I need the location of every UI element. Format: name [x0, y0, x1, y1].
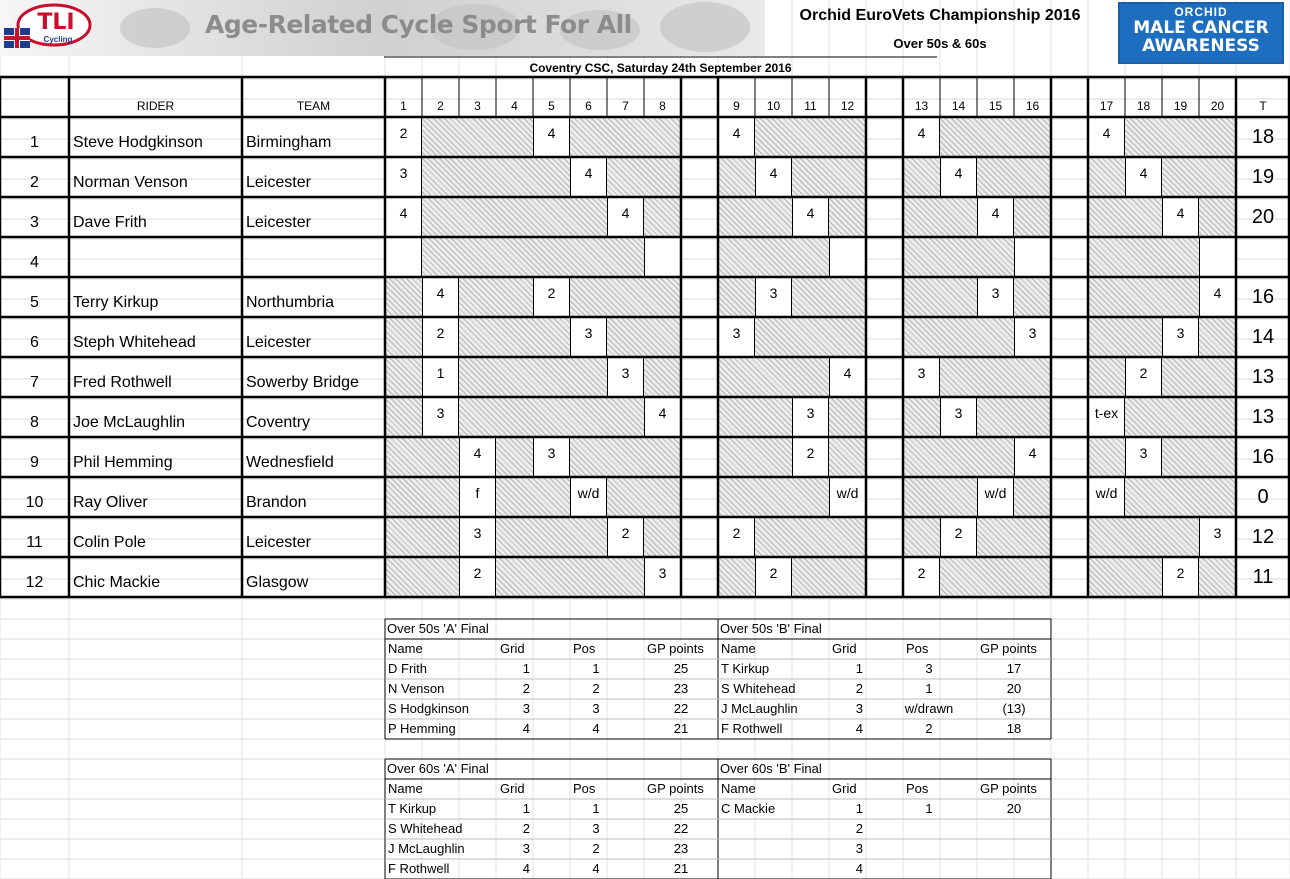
final-cell: 2: [522, 821, 530, 836]
result-cell: 3: [644, 557, 681, 597]
final-cell: 21: [673, 861, 689, 876]
rider-total: 11: [1252, 566, 1274, 588]
result-cell: 3: [1014, 317, 1051, 357]
final-cell: 1: [522, 661, 530, 676]
final-cell: 23: [673, 841, 689, 856]
result-cell: 4: [792, 197, 829, 237]
rider-total: 16: [1251, 286, 1275, 308]
rider-total: 19: [1251, 166, 1275, 188]
final-cell: 2: [592, 841, 600, 856]
result-cell: 3: [607, 357, 644, 397]
result-cell: 3: [1199, 517, 1236, 557]
result-cell: [644, 237, 681, 277]
rider-number: 2: [30, 174, 39, 191]
rider-number: 3: [30, 214, 39, 231]
final-cell: 3: [522, 701, 530, 716]
rider-team: Leicester: [246, 214, 311, 231]
page-subtitle: Over 50s & 60s: [893, 36, 987, 51]
column-header-heat: 15: [988, 99, 1003, 113]
final-cell: 3: [855, 841, 863, 856]
rider-name: Dave Frith: [73, 214, 147, 231]
final-cell: 2: [855, 821, 863, 836]
final-cell: 3: [592, 701, 600, 716]
result-cell: 4: [1162, 197, 1199, 237]
final-header-cell: Name: [721, 641, 756, 656]
orchid-logo: [1118, 2, 1284, 64]
final-cell: J McLaughlin: [388, 841, 465, 856]
final-cell: 21: [673, 721, 689, 736]
rider-total: 16: [1251, 446, 1275, 468]
rider-number: 9: [30, 454, 39, 471]
final-cell: T Kirkup: [721, 661, 770, 676]
result-cell: 3: [533, 437, 570, 477]
column-header-heat: 2: [437, 99, 444, 113]
result-cell: w/d: [977, 477, 1014, 517]
rider-total: 13: [1251, 366, 1275, 388]
result-cell: 4: [385, 197, 422, 237]
final-cell: 1: [522, 801, 530, 816]
final-cell: [903, 859, 977, 879]
final-cell: [977, 819, 1051, 839]
final-header-cell: Pos: [906, 641, 929, 656]
result-cell: 3: [792, 397, 829, 437]
rider-team: Leicester: [246, 534, 311, 551]
rider-number: 7: [30, 374, 39, 391]
rider-team: Leicester: [246, 334, 311, 351]
final-cell: 1: [592, 661, 600, 676]
final-cell: P Hemming: [388, 721, 456, 736]
final-title: Over 60s 'B' Final: [720, 761, 822, 776]
final-cell: 2: [592, 681, 600, 696]
final-cell: 1: [925, 801, 933, 816]
final-cell: 3: [522, 841, 530, 856]
final-cell: D Frith: [388, 661, 427, 676]
orchid-logo-line2: MALE CANCER: [1133, 18, 1269, 38]
result-cell: 3: [1162, 317, 1199, 357]
result-cell: 2: [903, 557, 940, 597]
result-cell: 3: [459, 517, 496, 557]
final-cell: 3: [592, 821, 600, 836]
rider-name: Ray Oliver: [73, 494, 148, 511]
final-cell: 25: [673, 661, 689, 676]
final-cell: 1: [855, 801, 863, 816]
result-cell: 3: [940, 397, 977, 437]
final-cell: 20: [1006, 681, 1022, 696]
result-cell: w/d: [570, 477, 607, 517]
final-cell: S Whitehead: [388, 821, 463, 836]
final-header-cell: GP points: [980, 641, 1037, 656]
column-header-heat: 9: [733, 99, 740, 113]
column-header-heat: 11: [804, 99, 817, 113]
final-cell: 17: [1006, 661, 1022, 676]
result-cell: 2: [533, 277, 570, 317]
result-cell: 2: [792, 437, 829, 477]
column-header-team: TEAM: [296, 99, 331, 113]
result-cell: 4: [903, 117, 940, 157]
result-cell: 3: [903, 357, 940, 397]
result-cell: 4: [422, 277, 459, 317]
final-cell: S Hodgkinson: [388, 701, 469, 716]
final-cell: w/drawn: [904, 701, 954, 716]
result-cell: 3: [1125, 437, 1162, 477]
final-cell: [718, 859, 829, 879]
rider-number: 1: [30, 134, 39, 151]
column-header-heat: 5: [548, 99, 555, 113]
result-cell: 3: [422, 397, 459, 437]
logo-text: TLI: [37, 10, 75, 35]
rider-number: 11: [26, 534, 43, 551]
final-title: Over 50s 'B' Final: [720, 621, 822, 636]
final-header-cell: Grid: [500, 641, 525, 656]
column-header-heat: 4: [511, 99, 518, 113]
result-cell: 2: [459, 557, 496, 597]
banner-slogan: Age-Related Cycle Sport For All: [205, 10, 632, 39]
rider-total: 13: [1251, 406, 1275, 428]
rider-name: Chic Mackie: [73, 574, 161, 591]
final-header-cell: Grid: [500, 781, 525, 796]
column-header-heat: 8: [659, 99, 666, 113]
final-cell: 1: [592, 801, 600, 816]
rider-team: Wednesfield: [246, 454, 334, 471]
column-header-total: T: [1259, 99, 1267, 113]
column-header-heat: 10: [766, 99, 781, 113]
rider-total: 12: [1251, 526, 1275, 548]
column-header-heat: 19: [1173, 99, 1188, 113]
column-header-heat: 20: [1210, 99, 1225, 113]
rider-name: [69, 237, 242, 277]
final-cell: J McLaughlin: [721, 701, 798, 716]
final-header-cell: Pos: [573, 641, 596, 656]
rider-number: 5: [30, 294, 39, 311]
final-cell: 4: [592, 721, 600, 736]
final-cell: 18: [1006, 721, 1022, 736]
rider-number: 8: [30, 414, 39, 431]
rider-team: Sowerby Bridge: [246, 374, 359, 391]
final-header-cell: Name: [721, 781, 756, 796]
final-cell: 4: [522, 721, 530, 736]
final-cell: N Venson: [388, 681, 445, 696]
result-cell: f: [459, 477, 496, 517]
rider-team: [242, 237, 385, 277]
column-header-heat: 17: [1099, 99, 1114, 113]
result-cell: 3: [385, 157, 422, 197]
result-cell: 2: [940, 517, 977, 557]
rider-number: 4: [30, 254, 39, 271]
result-cell: w/d: [1088, 477, 1125, 517]
rider-name: Fred Rothwell: [73, 374, 172, 391]
result-cell: 4: [459, 437, 496, 477]
final-cell: 22: [673, 701, 689, 716]
final-header-cell: Pos: [906, 781, 929, 796]
rider-name: Phil Hemming: [73, 454, 173, 471]
result-cell: 3: [755, 277, 792, 317]
final-header-cell: Grid: [832, 641, 857, 656]
result-cell: [385, 237, 422, 277]
rider-team: Brandon: [246, 494, 307, 511]
result-cell: 4: [940, 157, 977, 197]
result-cell: 4: [755, 157, 792, 197]
result-cell: 3: [570, 317, 607, 357]
result-cell: [1014, 237, 1051, 277]
result-cell: 2: [607, 517, 644, 557]
result-cell: 2: [385, 117, 422, 157]
rider-team: Northumbria: [246, 294, 335, 311]
final-cell: S Whitehead: [721, 681, 796, 696]
result-cell: 4: [1088, 117, 1125, 157]
final-cell: [903, 819, 977, 839]
final-cell: [977, 859, 1051, 879]
rider-team: Leicester: [246, 174, 311, 191]
column-header-heat: 18: [1136, 99, 1151, 113]
rider-number: 10: [25, 494, 44, 511]
result-cell: [829, 237, 866, 277]
final-cell: 25: [673, 801, 689, 816]
final-cell: 22: [673, 821, 689, 836]
final-cell: 3: [925, 661, 933, 676]
final-header-cell: Name: [388, 641, 423, 656]
final-cell: [977, 839, 1051, 859]
rider-team: Coventry: [246, 414, 311, 431]
final-header-cell: Name: [388, 781, 423, 796]
result-cell: 4: [718, 117, 755, 157]
result-cell: [1199, 237, 1236, 277]
final-cell: 2: [925, 721, 933, 736]
result-cell: 4: [829, 357, 866, 397]
venue-date: Coventry CSC, Saturday 24th September 2016: [529, 61, 792, 75]
final-cell: 1: [855, 661, 863, 676]
final-cell: 23: [673, 681, 689, 696]
final-cell: [903, 839, 977, 859]
rider-name: Terry Kirkup: [73, 294, 159, 311]
column-header-heat: 6: [585, 99, 592, 113]
final-header-cell: GP points: [647, 781, 704, 796]
result-cell: 2: [1125, 357, 1162, 397]
final-header-cell: GP points: [647, 641, 704, 656]
final-cell: 2: [522, 681, 530, 696]
column-header-heat: 13: [914, 99, 929, 113]
result-cell: t-ex: [1088, 397, 1125, 437]
result-cell: 4: [1125, 157, 1162, 197]
final-cell: 20: [1006, 801, 1022, 816]
final-cell: C Mackie: [721, 801, 776, 816]
rider-total: 20: [1251, 206, 1275, 228]
final-cell: 4: [522, 861, 530, 876]
rider-name: Steph Whitehead: [73, 334, 196, 351]
rider-total: 18: [1251, 126, 1275, 148]
result-cell: 4: [570, 157, 607, 197]
result-cell: 4: [607, 197, 644, 237]
result-cell: 4: [644, 397, 681, 437]
rider-name: Norman Venson: [73, 174, 188, 191]
orchid-logo-line3: AWARENESS: [1142, 36, 1260, 56]
final-cell: T Kirkup: [388, 801, 437, 816]
rider-team: Birmingham: [246, 134, 332, 151]
column-header-heat: 16: [1025, 99, 1040, 113]
result-cell: w/d: [829, 477, 866, 517]
column-header-rider: RIDER: [136, 99, 175, 113]
result-cell: 4: [977, 197, 1014, 237]
result-cell: 2: [718, 517, 755, 557]
column-header-heat: 7: [622, 99, 629, 113]
column-header-heat: 14: [951, 99, 966, 113]
result-cell: 3: [718, 317, 755, 357]
rider-total: [1236, 237, 1290, 277]
column-header-heat: 3: [474, 99, 481, 113]
page-title: Orchid EuroVets Championship 2016: [799, 7, 1081, 24]
result-cell: 2: [1162, 557, 1199, 597]
result-cell: 3: [977, 277, 1014, 317]
logo-sub: Cycling: [43, 35, 73, 44]
final-cell: 3: [855, 701, 863, 716]
rider-number: 12: [25, 574, 44, 591]
rider-name: Steve Hodgkinson: [73, 134, 203, 151]
rider-name: Colin Pole: [73, 534, 146, 551]
result-cell: 2: [755, 557, 792, 597]
final-cell: 4: [592, 861, 600, 876]
result-cell: 4: [533, 117, 570, 157]
final-cell: 2: [855, 681, 863, 696]
result-cell: 1: [422, 357, 459, 397]
orchid-logo-line1: ORCHID: [1174, 5, 1228, 19]
final-cell: F Rothwell: [388, 861, 450, 876]
column-header-heat: 1: [400, 99, 407, 113]
final-cell: 1: [925, 681, 933, 696]
final-cell: [718, 839, 829, 859]
final-title: Over 50s 'A' Final: [387, 621, 489, 636]
tli-cycling-logo: [4, 2, 92, 52]
result-cell: 4: [1014, 437, 1051, 477]
final-header-cell: Pos: [573, 781, 596, 796]
rider-name: Joe McLaughlin: [73, 414, 186, 431]
rider-team: Glasgow: [246, 574, 309, 591]
final-cell: [718, 819, 829, 839]
final-title: Over 60s 'A' Final: [387, 761, 489, 776]
final-cell: F Rothwell: [721, 721, 783, 736]
result-cell: 2: [422, 317, 459, 357]
result-cell: 4: [1199, 277, 1236, 317]
final-cell: (13): [1002, 701, 1026, 716]
final-cell: 4: [855, 861, 863, 876]
final-header-cell: Grid: [832, 781, 857, 796]
column-header-heat: 12: [840, 99, 855, 113]
rider-number: 6: [30, 334, 39, 351]
final-cell: 4: [855, 721, 863, 736]
rider-total: 14: [1251, 326, 1275, 348]
final-header-cell: GP points: [980, 781, 1037, 796]
rider-total: 0: [1257, 486, 1269, 508]
